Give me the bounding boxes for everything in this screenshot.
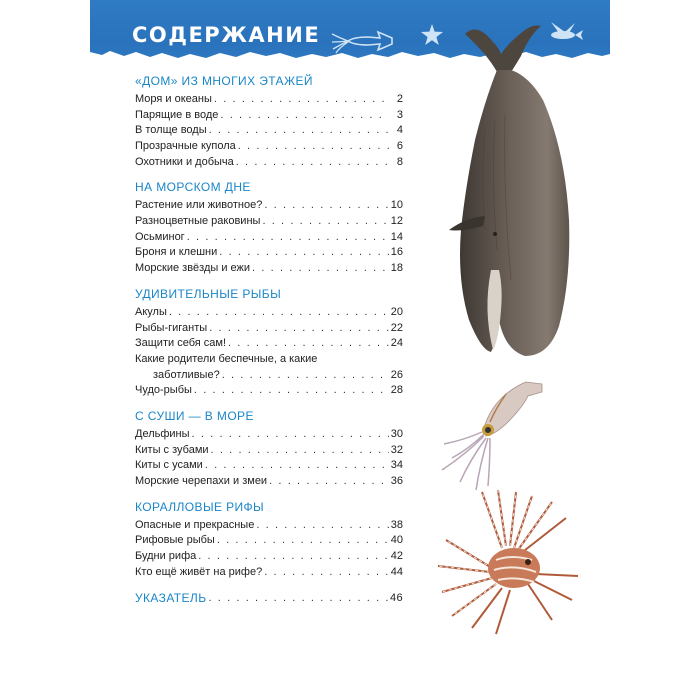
dot-leader: [264, 565, 389, 581]
page-number: 16: [390, 246, 403, 259]
toc-entry[interactable]: [135, 123, 403, 139]
toc-entry[interactable]: [135, 261, 403, 277]
dot-leader: [208, 589, 387, 608]
entry-label: Парящие в воде: [135, 108, 219, 121]
entry-label: Охотники и добыча: [135, 155, 234, 168]
dot-leader: [228, 336, 389, 352]
index-entry[interactable]: [135, 589, 403, 608]
index-heading: УКАЗАТЕЛЬ: [135, 590, 207, 605]
dot-leader: [211, 443, 389, 459]
squid-illustration: [430, 378, 550, 498]
section-heading: «ДОМ» ИЗ МНОГИХ ЭТАЖЕЙ: [135, 74, 313, 88]
toc-section: [135, 285, 403, 399]
section-heading: С СУШИ — В МОРЕ: [135, 409, 254, 423]
lionfish-illustration: [432, 488, 582, 638]
dot-leader: [198, 549, 389, 565]
dot-leader: [222, 368, 389, 384]
entry-label: Броня и клешни: [135, 246, 218, 259]
toc-entry[interactable]: [135, 549, 403, 565]
entry-label: Растение или животное?: [135, 199, 263, 212]
dot-leader: [256, 518, 388, 534]
entry-label: Кто ещё живёт на рифе?: [135, 565, 263, 578]
page-number: 20: [390, 305, 403, 318]
page-number: 44: [390, 565, 403, 578]
entry-label: Защити себя сам!: [135, 337, 226, 350]
page-number: 36: [390, 475, 403, 488]
dot-leader: [252, 261, 389, 277]
entry-label: Прозрачные купола: [135, 140, 236, 153]
sperm-whale-illustration: [425, 20, 605, 360]
entry-label: заботливые?: [153, 368, 220, 381]
toc-section: [135, 407, 403, 490]
page-number: 8: [396, 155, 403, 168]
squid-icon: [330, 28, 394, 56]
toc-entry[interactable]: [135, 305, 403, 321]
toc-entry[interactable]: [135, 230, 403, 246]
toc-entry[interactable]: [135, 321, 403, 337]
dot-leader: [209, 123, 389, 139]
page-number: 10: [390, 199, 403, 212]
dot-leader: [214, 92, 389, 108]
page-number: 26: [390, 368, 403, 381]
toc-entry-continued[interactable]: [135, 368, 403, 384]
page-number: 40: [390, 534, 403, 547]
entry-label: Рыбы-гиганты: [135, 321, 208, 334]
toc-entry[interactable]: [135, 92, 403, 108]
page-title: СОДЕРЖАНИЕ: [132, 23, 321, 47]
dot-leader: [262, 214, 388, 230]
dot-leader: [194, 383, 389, 399]
page-number: 38: [390, 518, 403, 531]
page-number: 3: [396, 108, 403, 121]
toc-section: [135, 72, 403, 170]
dot-leader: [269, 474, 389, 490]
entry-label: Осьминог: [135, 230, 185, 243]
toc-section: [135, 178, 403, 276]
entry-label: Будни рифа: [135, 550, 197, 563]
toc-entry[interactable]: [135, 214, 403, 230]
book-page: [90, 0, 610, 700]
toc-entry[interactable]: [135, 443, 403, 459]
toc-entry[interactable]: [135, 155, 403, 171]
toc-entry[interactable]: [135, 336, 403, 352]
page-number: 46: [389, 591, 403, 604]
entry-label: Дельфины: [135, 427, 190, 440]
entry-label: В толще воды: [135, 124, 207, 137]
toc-entry[interactable]: [135, 427, 403, 443]
page-number: 42: [390, 550, 403, 563]
page-number: 2: [396, 92, 403, 105]
page-number: 22: [390, 321, 403, 334]
table-of-contents: [135, 72, 403, 616]
entry-label: Чудо-рыбы: [135, 384, 192, 397]
entry-label: Киты с усами: [135, 459, 203, 472]
entry-label: Какие родители беспечные, а какие: [135, 352, 318, 365]
dot-leader: [238, 139, 389, 155]
dot-leader: [205, 458, 389, 474]
entry-label: Рифовые рыбы: [135, 534, 215, 547]
page-number: 32: [390, 443, 403, 456]
toc-entry[interactable]: [135, 383, 403, 399]
toc-entry[interactable]: [135, 474, 403, 490]
toc-index-section[interactable]: [135, 589, 403, 608]
toc-entry[interactable]: [135, 533, 403, 549]
dot-leader: [187, 230, 389, 246]
toc-entry[interactable]: [135, 518, 403, 534]
dot-leader: [219, 245, 388, 261]
page-number: 24: [390, 337, 403, 350]
page-number: 4: [396, 124, 403, 137]
toc-entry[interactable]: [135, 108, 403, 124]
page-number: 6: [396, 140, 403, 153]
section-heading: КОРАЛЛОВЫЕ РИФЫ: [135, 499, 265, 514]
page-number: 28: [390, 384, 403, 397]
toc-entry[interactable]: [135, 352, 403, 368]
dot-leader: [169, 305, 389, 321]
toc-entry[interactable]: [135, 458, 403, 474]
dot-leader: [217, 533, 389, 549]
toc-entry[interactable]: [135, 565, 403, 581]
toc-entry[interactable]: [135, 246, 403, 262]
dot-leader: [264, 198, 388, 214]
toc-entry[interactable]: [135, 139, 403, 155]
entry-label: Моря и океаны: [135, 92, 212, 105]
entry-label: Киты с зубами: [135, 443, 209, 456]
entry-label: Разноцветные раковины: [135, 215, 261, 228]
entry-label: Морские звёзды и ежи: [135, 262, 251, 275]
dot-leader: [220, 108, 389, 124]
toc-section: [135, 498, 403, 581]
dot-leader: [192, 427, 389, 443]
entry-label: Морские черепахи и змеи: [135, 475, 268, 488]
page-number: 18: [390, 262, 403, 275]
page-number: 12: [390, 215, 403, 228]
dot-leader: [209, 321, 389, 337]
page-number: 30: [390, 427, 403, 440]
page-number: 34: [390, 459, 403, 472]
page-number: 14: [390, 230, 403, 243]
entry-label: Опасные и прекрасные: [135, 518, 255, 531]
section-heading: УДИВИТЕЛЬНЫЕ РЫБЫ: [135, 286, 282, 301]
dot-leader: [236, 155, 389, 171]
section-heading: НА МОРСКОМ ДНЕ: [135, 180, 251, 195]
toc-entry[interactable]: [135, 198, 403, 214]
entry-label: Акулы: [135, 305, 167, 318]
